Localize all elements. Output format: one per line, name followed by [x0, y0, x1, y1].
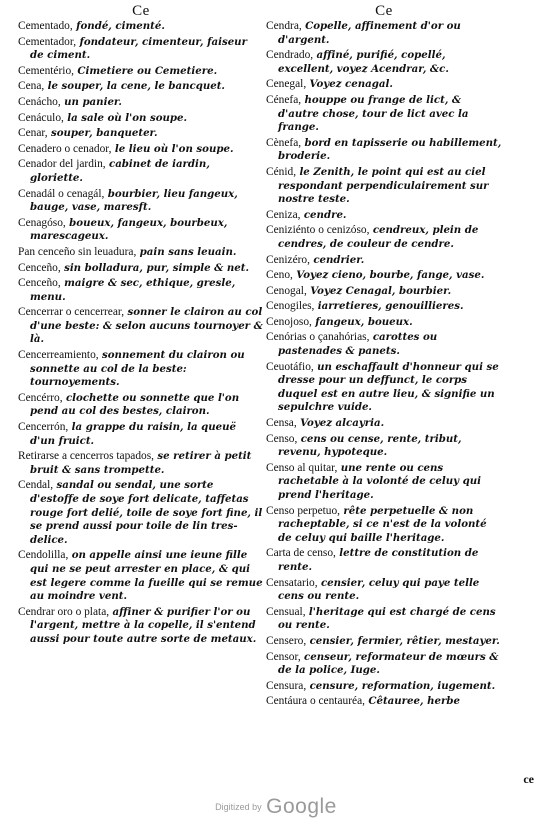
- entry-definition: cabinet de iardin, gloriette.: [30, 158, 210, 184]
- entry-definition: fondateur, cimenteur, faiseur de ciment.: [30, 35, 247, 62]
- entry-headword: Cendolilla,: [18, 549, 69, 562]
- entry-headword: Censatario,: [266, 576, 318, 589]
- catchword: ce: [523, 772, 534, 786]
- dictionary-entry: [266, 462, 502, 503]
- dictionary-entry: [18, 20, 264, 34]
- entry-headword: Cénid,: [266, 165, 297, 178]
- entry-definition: Copelle, affinement d'or ou d'argent.: [278, 20, 461, 46]
- entry-headword: Cencerrar o cencerrear,: [18, 306, 125, 319]
- dictionary-entry: [18, 277, 264, 304]
- entry-headword: Cementador,: [18, 35, 77, 48]
- entry-definition: cendre.: [303, 208, 347, 221]
- entry-definition: cendreux, plein de cendres, de couleur de cendre.: [278, 224, 479, 250]
- entry-headword: Cenadero o cenador,: [18, 142, 112, 155]
- dictionary-entry: [18, 96, 264, 110]
- entry-headword: Cendal,: [18, 479, 54, 492]
- dictionary-entry: [18, 217, 264, 244]
- entry-headword: Cendrar oro o plata,: [18, 605, 110, 618]
- entry-headword: Ceuotáfio,: [266, 360, 314, 373]
- entry-headword: Cenegal,: [266, 78, 307, 91]
- dictionary-entry: [18, 127, 264, 141]
- entry-headword: Ceniza,: [266, 208, 301, 221]
- entry-definition: sandal ou sendal, une sorte d'estoffe de soye fort delicate, taffetas rouge fort delié, toile de soye fort fine, il se prend aussi pour toile de lin tres-delice.: [30, 479, 263, 546]
- dictionary-entry: [266, 547, 502, 574]
- book-page: [14, 2, 544, 792]
- digitized-prefix: Digitized by: [215, 802, 262, 812]
- entry-headword: Censor,: [266, 650, 301, 663]
- right-running-head: Ce: [375, 3, 393, 19]
- dictionary-entry: [266, 20, 502, 47]
- entry-definition: cendrier.: [313, 253, 365, 266]
- entry-definition: maigre & sec, ethique, gresle, menu.: [30, 277, 236, 303]
- dictionary-entry: [18, 392, 264, 419]
- entry-headword: Cenagóso,: [18, 216, 66, 229]
- dictionary-entry: [18, 158, 264, 185]
- entry-headword: Cenáculo,: [18, 111, 64, 124]
- entry-definition: affiner & purifier l'or ou l'argent, mettre à la copelle, il s'entend aussi pour toute autre sorte de metaux.: [30, 605, 257, 645]
- dictionary-entry: [266, 331, 502, 358]
- entry-headword: Censura,: [266, 679, 307, 692]
- dictionary-entry: [18, 421, 264, 448]
- dictionary-entry: [18, 262, 264, 276]
- entry-definition: iarretieres, genouillieres.: [317, 300, 464, 313]
- dictionary-entry: [266, 695, 502, 709]
- right-column: [266, 2, 502, 711]
- dictionary-entry: [18, 306, 264, 347]
- entry-definition: clochette ou sonnette que l'on pend au col des bestes, clairon.: [30, 391, 240, 418]
- left-running-head: Ce: [132, 3, 150, 19]
- entry-headword: Cencérro,: [18, 391, 63, 404]
- entry-definition: le Zenith, le point qui est au ciel respondant perpendiculairement sur nostre teste.: [278, 165, 489, 206]
- entry-definition: rête perpetuelle & non racheptable, si ce n'est de la volonté de celuy qui baille l'heritage.: [278, 504, 487, 544]
- entry-headword: Censero,: [266, 634, 307, 647]
- entry-definition: Voyez Cenagal, bourbier.: [310, 284, 452, 297]
- entry-headword: Cenogiles,: [266, 300, 315, 313]
- entry-headword: Centáura o centauréa,: [266, 695, 365, 708]
- entry-definition: lettre de constitution de rente.: [278, 547, 479, 573]
- entry-definition: Voyez alcayria.: [300, 417, 385, 430]
- entry-definition: Voyez cenagal.: [309, 78, 393, 91]
- dictionary-entry: [266, 680, 502, 694]
- entry-headword: Ceniziénto o cenizóso,: [266, 224, 370, 237]
- dictionary-entry: [266, 224, 502, 251]
- entry-definition: censeur, reformateur de mœurs & de la police, Iuge.: [278, 650, 499, 677]
- entry-definition: Voyez cieno, bourbe, fange, vase.: [296, 269, 485, 282]
- dictionary-entry: [18, 450, 264, 477]
- entry-headword: Ceno,: [266, 269, 293, 282]
- entry-headword: Cénefa,: [266, 93, 302, 106]
- dictionary-entry: [18, 143, 264, 157]
- dictionary-entry: [266, 94, 502, 135]
- dictionary-entry: [18, 246, 264, 260]
- entry-headword: Carta de censo,: [266, 547, 336, 560]
- entry-definition: on appelle ainsi une ieune fille qui ne se peut arrester en place, & qui est legere comme la fueille qui se remue au moindre vent.: [30, 549, 263, 603]
- entry-headword: Cenojoso,: [266, 315, 312, 328]
- dictionary-entry: [18, 112, 264, 126]
- entry-headword: Cena,: [18, 80, 45, 93]
- dictionary-entry: [266, 300, 502, 314]
- dictionary-entry: [266, 316, 502, 330]
- entry-definition: le souper, la cene, le bancquet.: [47, 80, 225, 93]
- entry-headword: Retirarse a cencerros tapados,: [18, 450, 154, 463]
- entry-definition: la sale où l'on soupe.: [67, 111, 188, 124]
- dictionary-entry: [18, 349, 264, 390]
- entry-headword: Censo,: [266, 432, 298, 445]
- entry-definition: une rente ou cens rachetable à la volonté de celuy qui prend l'heritage.: [278, 461, 482, 501]
- entry-headword: Cenizéro,: [266, 253, 310, 266]
- dictionary-entry: [266, 209, 502, 223]
- dictionary-entry: [266, 417, 502, 431]
- dictionary-entry: [266, 505, 502, 546]
- left-entries: [18, 20, 264, 647]
- dictionary-entry: [266, 635, 502, 649]
- dictionary-entry: [266, 606, 502, 633]
- entry-definition: censure, reformation, iugement.: [309, 679, 496, 692]
- entry-definition: le lieu où l'on soupe.: [114, 142, 234, 155]
- entry-definition: censier, fermier, rêtier, mestayer.: [309, 634, 500, 647]
- entry-definition: sonner le clairon au col d'une beste: & selon aucuns tournoyer & là.: [30, 306, 263, 346]
- google-logo: Google: [266, 795, 337, 818]
- entry-headword: Cenórias o çanahórias,: [266, 331, 370, 344]
- entry-definition: carottes ou pastenades & panets.: [278, 331, 438, 358]
- entry-definition: cens ou cense, rente, tribut, revenu, hypoteque.: [278, 432, 462, 459]
- entry-definition: se retirer à petit bruit & sans trompette.: [30, 450, 252, 476]
- entry-headword: Cenador del jardin,: [18, 158, 106, 171]
- entry-headword: Censo al quitar,: [266, 461, 338, 474]
- entry-definition: bord en tapisserie ou habillement, broderie.: [278, 136, 502, 163]
- right-entries: [266, 20, 502, 709]
- entry-headword: Cenácho,: [18, 95, 61, 108]
- entry-definition: affiné, purifié, copellé, excellent, voyez Acendrar, &c.: [278, 49, 449, 75]
- dictionary-entry: [18, 606, 264, 647]
- dictionary-entry: [18, 36, 264, 63]
- entry-headword: Cementado,: [18, 20, 73, 32]
- entry-definition: Cêtauree, herbe: [368, 695, 460, 708]
- entry-headword: Cendrado,: [266, 49, 314, 62]
- entry-definition: fondé, cimenté.: [76, 20, 165, 32]
- entry-definition: pain sans leuain.: [139, 245, 237, 258]
- digitized-watermark: [0, 795, 552, 819]
- entry-definition: l'heritage qui est chargé de cens ou rente.: [278, 605, 496, 632]
- entry-headword: Pan cenceño sin leuadura,: [18, 245, 137, 258]
- dictionary-entry: [266, 78, 502, 92]
- entry-headword: Cenogal,: [266, 284, 307, 297]
- entry-headword: Cementério,: [18, 64, 74, 77]
- entry-headword: Cenadál o cenagál,: [18, 187, 105, 200]
- left-column: [18, 2, 264, 649]
- entry-headword: Cenceño,: [18, 277, 61, 290]
- entry-headword: Cènefa,: [266, 136, 302, 149]
- entry-definition: sin bolladura, pur, simple & net.: [64, 261, 250, 274]
- entry-definition: la grappe du raisin, la queuë d'un fruict.: [30, 421, 236, 447]
- entry-definition: un panier.: [64, 95, 122, 108]
- entry-headword: Censual,: [266, 605, 306, 618]
- entry-headword: Cendra,: [266, 20, 302, 32]
- entry-headword: Censo perpetuo,: [266, 504, 341, 517]
- dictionary-entry: [18, 188, 264, 215]
- entry-definition: boueux, fangeux, bourbeux, marescageux.: [30, 216, 228, 243]
- entry-headword: Censa,: [266, 417, 297, 430]
- entry-definition: bourbier, lieu fangeux, bauge, vase, maresft.: [30, 187, 238, 214]
- entry-headword: Cenar,: [18, 127, 48, 140]
- dictionary-entry: [266, 269, 502, 283]
- dictionary-entry: [18, 479, 264, 547]
- entry-definition: fangeux, boueux.: [315, 315, 413, 328]
- entry-headword: Cencerreamiento,: [18, 349, 99, 362]
- entry-headword: Cencerrón,: [18, 421, 69, 434]
- entry-definition: un eschaffault d'honneur qui se dresse pour un deffunct, le corps duquel est en autre lieu, & signifie un sepulchre vuide.: [278, 360, 499, 414]
- entry-headword: Cenceño,: [18, 261, 61, 274]
- dictionary-entry: [266, 361, 502, 415]
- entry-definition: sonnement du clairon ou sonnette au col de la beste: tournoyements.: [30, 349, 245, 389]
- dictionary-entry: [18, 549, 264, 603]
- dictionary-entry: [266, 651, 502, 678]
- entry-definition: houppe ou frange de lict, & d'autre chose, tour de lict avec la frange.: [278, 93, 469, 134]
- dictionary-entry: [266, 285, 502, 299]
- entry-definition: Cimetiere ou Cemetiere.: [77, 64, 218, 77]
- dictionary-entry: [18, 65, 264, 79]
- dictionary-entry: [266, 433, 502, 460]
- dictionary-entry: [266, 49, 502, 76]
- entry-definition: souper, banqueter.: [50, 127, 158, 140]
- dictionary-entry: [266, 577, 502, 604]
- dictionary-entry: [266, 137, 502, 164]
- dictionary-entry: [266, 166, 502, 207]
- dictionary-entry: [266, 254, 502, 268]
- dictionary-entry: [18, 80, 264, 94]
- entry-definition: censier, celuy qui paye telle cens ou rente.: [278, 576, 480, 603]
